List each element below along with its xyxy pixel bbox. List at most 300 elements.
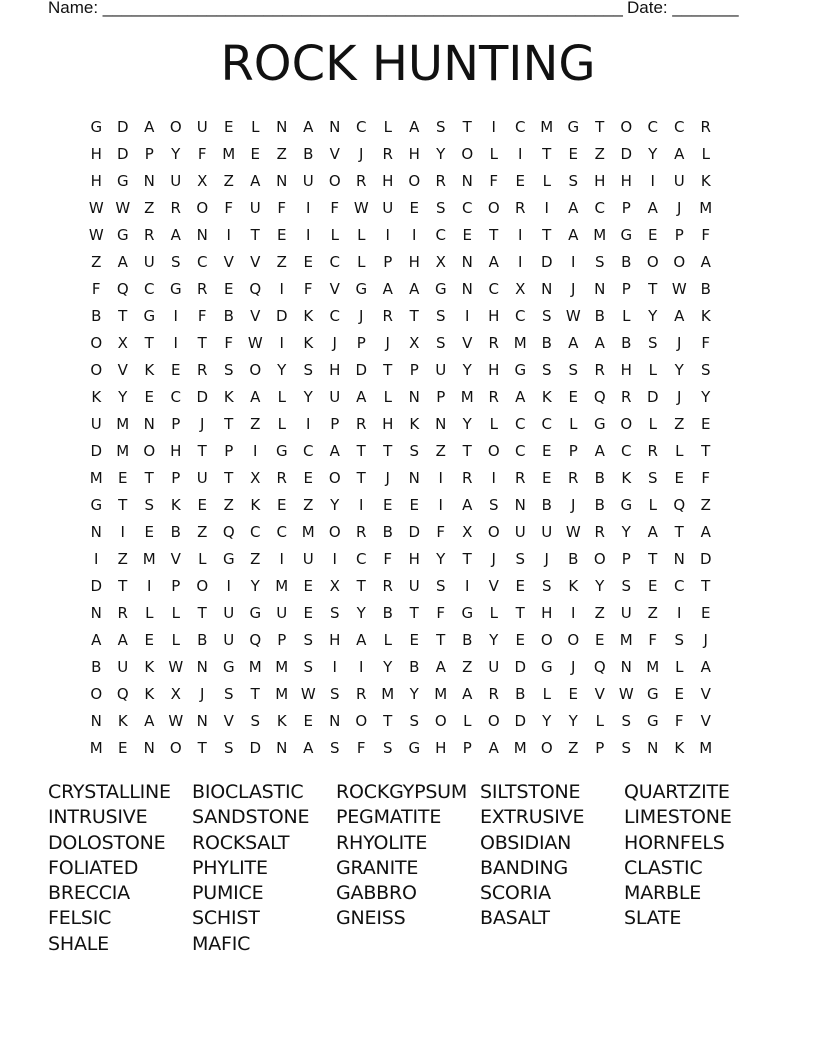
grid-letter: E bbox=[568, 684, 578, 703]
grid-letter: P bbox=[144, 144, 154, 163]
grid-letter: L bbox=[383, 117, 392, 136]
grid-letter: B bbox=[594, 495, 605, 514]
grid-letter: E bbox=[515, 630, 525, 649]
grid-letter: N bbox=[673, 549, 685, 568]
grid-letter: J bbox=[385, 333, 390, 352]
grid-letter: I bbox=[677, 603, 682, 622]
grid-letter: A bbox=[170, 225, 181, 244]
grid-letter: X bbox=[435, 252, 446, 271]
grid-letter: L bbox=[357, 225, 366, 244]
grid-letter: V bbox=[170, 549, 181, 568]
grid-letter: V bbox=[223, 711, 234, 730]
grid-letter: S bbox=[515, 549, 526, 568]
grid-letter: I bbox=[518, 144, 523, 163]
grid-letter: T bbox=[409, 603, 419, 622]
grid-letter: L bbox=[675, 657, 684, 676]
grid-letter: Y bbox=[621, 522, 631, 541]
grid-letter: R bbox=[568, 468, 579, 487]
grid-letter: S bbox=[674, 630, 685, 649]
grid-letter: Z bbox=[144, 198, 155, 217]
grid-letter: R bbox=[488, 333, 499, 352]
grid-letter: Y bbox=[118, 387, 128, 406]
grid-letter: W bbox=[168, 711, 184, 730]
grid-letter: L bbox=[277, 414, 286, 433]
grid-letter: H bbox=[620, 171, 632, 190]
grid-row bbox=[83, 437, 733, 464]
grid-letter: E bbox=[542, 441, 552, 460]
grid-letter: B bbox=[515, 684, 526, 703]
grid-letter: Z bbox=[91, 252, 102, 271]
grid-letter: K bbox=[303, 333, 314, 352]
grid-letter: K bbox=[250, 495, 261, 514]
grid-letter: O bbox=[487, 522, 500, 541]
grid-letter: D bbox=[90, 441, 103, 460]
grid-letter: A bbox=[356, 630, 367, 649]
word-bank-item: MARBLE bbox=[624, 882, 702, 905]
grid-letter: X bbox=[117, 333, 128, 352]
grid-letter: U bbox=[276, 603, 288, 622]
grid-letter: L bbox=[542, 684, 551, 703]
grid-letter: E bbox=[118, 738, 128, 757]
grid-letter: F bbox=[674, 711, 684, 730]
grid-letter: Y bbox=[542, 711, 552, 730]
grid-letter: J bbox=[332, 333, 337, 352]
grid-letter: T bbox=[648, 549, 658, 568]
grid-letter: R bbox=[382, 144, 393, 163]
grid-letter: N bbox=[90, 711, 102, 730]
word-bank-item: HORNFELS bbox=[624, 831, 725, 854]
grid-letter: P bbox=[674, 225, 684, 244]
page-title: ROCK HUNTING bbox=[220, 36, 596, 92]
grid-row bbox=[83, 734, 733, 761]
grid-letter: Q bbox=[593, 387, 606, 406]
grid-letter: Y bbox=[436, 549, 446, 568]
grid-letter: N bbox=[461, 171, 473, 190]
grid-letter: S bbox=[435, 198, 446, 217]
grid-letter: C bbox=[356, 549, 367, 568]
grid-letter: Y bbox=[436, 144, 446, 163]
grid-letter: T bbox=[674, 522, 684, 541]
grid-letter: O bbox=[90, 333, 103, 352]
grid-letter: W bbox=[618, 684, 634, 703]
grid-letter: A bbox=[91, 630, 102, 649]
grid-letter: T bbox=[118, 306, 128, 325]
grid-letter: N bbox=[408, 468, 420, 487]
grid-letter: T bbox=[542, 225, 552, 244]
grid-letter: T bbox=[409, 306, 419, 325]
grid-letter: F bbox=[648, 630, 658, 649]
grid-letter: Z bbox=[117, 549, 128, 568]
grid-letter: P bbox=[595, 738, 605, 757]
grid-letter: K bbox=[117, 711, 128, 730]
grid-letter: L bbox=[330, 225, 339, 244]
grid-letter: L bbox=[145, 603, 154, 622]
word-bank-item: PHYLITE bbox=[192, 856, 268, 879]
grid-letter: O bbox=[169, 738, 182, 757]
grid-letter: T bbox=[118, 495, 128, 514]
grid-letter: A bbox=[409, 279, 420, 298]
grid-letter: R bbox=[197, 360, 208, 379]
grid-letter: L bbox=[357, 252, 366, 271]
date-field-line: Date: _______ bbox=[627, 0, 739, 17]
grid-letter: B bbox=[170, 522, 181, 541]
grid-letter: S bbox=[382, 738, 393, 757]
grid-letter: I bbox=[279, 279, 284, 298]
grid-letter: A bbox=[435, 657, 446, 676]
grid-letter: T bbox=[144, 468, 154, 487]
grid-letter: R bbox=[621, 387, 632, 406]
grid-letter: E bbox=[303, 603, 313, 622]
grid-letter: T bbox=[250, 225, 260, 244]
grid-letter: E bbox=[701, 603, 711, 622]
grid-letter: T bbox=[197, 603, 207, 622]
grid-letter: G bbox=[249, 603, 262, 622]
grid-letter: U bbox=[302, 171, 314, 190]
grid-letter: O bbox=[673, 252, 686, 271]
grid-letter: S bbox=[568, 360, 579, 379]
grid-letter: O bbox=[328, 522, 341, 541]
grid-letter: M bbox=[460, 387, 474, 406]
grid-letter: A bbox=[462, 684, 473, 703]
word-bank-item: FELSIC bbox=[48, 907, 112, 930]
grid-letter: N bbox=[461, 252, 473, 271]
grid-letter: P bbox=[383, 252, 393, 271]
grid-letter: J bbox=[677, 198, 682, 217]
grid-letter: F bbox=[701, 333, 711, 352]
grid-letter: T bbox=[383, 441, 393, 460]
grid-letter: S bbox=[170, 252, 181, 271]
grid-letter: C bbox=[250, 522, 261, 541]
grid-letter: P bbox=[621, 549, 631, 568]
grid-letter: I bbox=[438, 468, 443, 487]
grid-letter: I bbox=[412, 225, 417, 244]
grid-letter: M bbox=[646, 657, 660, 676]
grid-letter: V bbox=[329, 144, 340, 163]
grid-letter: T bbox=[542, 144, 552, 163]
grid-letter: N bbox=[276, 117, 288, 136]
grid-letter: K bbox=[568, 576, 579, 595]
grid-letter: C bbox=[356, 117, 367, 136]
grid-letter: I bbox=[465, 576, 470, 595]
grid-letter: R bbox=[356, 522, 367, 541]
grid-letter: X bbox=[170, 684, 181, 703]
grid-letter: L bbox=[648, 414, 657, 433]
grid-letter: V bbox=[594, 684, 605, 703]
grid-letter: N bbox=[620, 657, 632, 676]
grid-letter: G bbox=[90, 117, 103, 136]
grid-letter: F bbox=[436, 522, 446, 541]
grid-letter: R bbox=[515, 198, 526, 217]
grid-letter: A bbox=[647, 198, 658, 217]
grid-letter: O bbox=[540, 738, 553, 757]
grid-letter: T bbox=[515, 603, 525, 622]
grid-letter: L bbox=[489, 144, 498, 163]
grid-letter: B bbox=[621, 252, 632, 271]
grid-letter: P bbox=[171, 576, 181, 595]
grid-letter: C bbox=[515, 306, 526, 325]
grid-letter: T bbox=[595, 117, 605, 136]
grid-row bbox=[83, 599, 733, 626]
grid-row bbox=[83, 464, 733, 491]
grid-letter: Y bbox=[568, 711, 578, 730]
grid-letter: R bbox=[117, 603, 128, 622]
grid-letter: A bbox=[303, 738, 314, 757]
grid-letter: L bbox=[251, 117, 260, 136]
grid-letter: H bbox=[382, 414, 394, 433]
word-bank-item: CRYSTALLINE bbox=[48, 781, 171, 803]
grid-letter: O bbox=[169, 117, 182, 136]
grid-letter: I bbox=[147, 576, 152, 595]
grid-letter: L bbox=[595, 711, 604, 730]
grid-letter: S bbox=[647, 468, 658, 487]
grid-letter: Q bbox=[673, 495, 686, 514]
grid-letter: S bbox=[223, 684, 234, 703]
grid-letter: I bbox=[226, 225, 231, 244]
grid-letter: R bbox=[197, 279, 208, 298]
grid-letter: C bbox=[435, 225, 446, 244]
grid-letter: P bbox=[436, 387, 446, 406]
grid-letter: T bbox=[489, 225, 499, 244]
grid-letter: Q bbox=[116, 279, 129, 298]
grid-letter: E bbox=[409, 495, 419, 514]
grid-letter: A bbox=[488, 252, 499, 271]
grid-letter: F bbox=[91, 279, 101, 298]
grid-row bbox=[83, 113, 733, 140]
grid-letter: K bbox=[170, 495, 181, 514]
grid-letter: F bbox=[356, 738, 366, 757]
grid-letter: Q bbox=[116, 684, 129, 703]
grid-letter: J bbox=[571, 495, 576, 514]
grid-letter: M bbox=[540, 117, 554, 136]
grid-letter: M bbox=[275, 657, 289, 676]
grid-letter: E bbox=[224, 279, 234, 298]
grid-letter: E bbox=[197, 495, 207, 514]
grid-letter: I bbox=[120, 522, 125, 541]
grid-letter: C bbox=[197, 252, 208, 271]
grid-letter: I bbox=[359, 495, 364, 514]
grid-letter: E bbox=[409, 630, 419, 649]
grid-letter: S bbox=[621, 738, 632, 757]
grid-letter: T bbox=[383, 711, 393, 730]
grid-letter: Y bbox=[171, 144, 181, 163]
grid-letter: H bbox=[329, 630, 341, 649]
word-bank-item: PEGMATITE bbox=[336, 806, 442, 829]
grid-letter: E bbox=[674, 468, 684, 487]
grid-row bbox=[83, 302, 733, 329]
grid-row bbox=[83, 626, 733, 653]
grid-letter: M bbox=[248, 657, 262, 676]
grid-letter: J bbox=[703, 630, 708, 649]
grid-letter: B bbox=[91, 306, 102, 325]
grid-letter: H bbox=[488, 360, 500, 379]
grid-letter: S bbox=[329, 603, 340, 622]
grid-row bbox=[83, 545, 733, 572]
grid-letter: N bbox=[143, 171, 155, 190]
grid-letter: D bbox=[514, 657, 527, 676]
grid-letter: L bbox=[171, 603, 180, 622]
grid-letter: G bbox=[540, 657, 553, 676]
grid-letter: A bbox=[144, 711, 155, 730]
grid-letter: E bbox=[144, 387, 154, 406]
grid-letter: W bbox=[88, 198, 104, 217]
grid-letter: W bbox=[353, 198, 369, 217]
grid-letter: B bbox=[197, 630, 208, 649]
grid-letter: X bbox=[409, 333, 420, 352]
grid-letter: T bbox=[462, 441, 472, 460]
grid-letter: C bbox=[276, 522, 287, 541]
grid-letter: W bbox=[565, 522, 581, 541]
grid-letter: O bbox=[196, 198, 209, 217]
grid-letter: N bbox=[541, 279, 553, 298]
grid-letter: R bbox=[435, 171, 446, 190]
grid-letter: F bbox=[197, 144, 207, 163]
word-bank-item: QUARTZITE bbox=[624, 781, 730, 803]
grid-letter: T bbox=[356, 441, 366, 460]
grid-letter: C bbox=[170, 387, 181, 406]
word-bank-item: GABBRO bbox=[336, 882, 417, 905]
grid-letter: W bbox=[247, 333, 263, 352]
grid-letter: P bbox=[409, 360, 419, 379]
word-bank-item: LIMESTONE bbox=[624, 806, 732, 829]
grid-letter: V bbox=[329, 279, 340, 298]
grid-letter: N bbox=[196, 225, 208, 244]
grid-letter: E bbox=[568, 144, 578, 163]
word-bank-item: SCHIST bbox=[192, 907, 260, 930]
grid-letter: I bbox=[279, 333, 284, 352]
grid-letter: H bbox=[329, 360, 341, 379]
grid-letter: I bbox=[650, 171, 655, 190]
grid-letter: L bbox=[383, 630, 392, 649]
grid-letter: R bbox=[276, 468, 287, 487]
grid-letter: F bbox=[701, 468, 711, 487]
grid-letter: D bbox=[116, 144, 129, 163]
grid-letter: A bbox=[144, 117, 155, 136]
grid-letter: S bbox=[223, 360, 234, 379]
word-bank-item: ROCKSALT bbox=[192, 831, 290, 854]
grid-letter: T bbox=[197, 738, 207, 757]
grid-letter: G bbox=[646, 711, 659, 730]
grid-letter: O bbox=[434, 711, 447, 730]
grid-letter: B bbox=[700, 279, 711, 298]
grid-letter: Z bbox=[435, 441, 446, 460]
grid-letter: V bbox=[250, 306, 261, 325]
grid-letter: K bbox=[144, 657, 155, 676]
name-field-line: Name: _______________________________________________________ bbox=[48, 0, 623, 17]
grid-letter: O bbox=[90, 360, 103, 379]
grid-letter: F bbox=[383, 549, 393, 568]
grid-letter: E bbox=[542, 468, 552, 487]
grid-letter: M bbox=[275, 576, 289, 595]
grid-letter: T bbox=[197, 441, 207, 460]
grid-letter: U bbox=[90, 414, 102, 433]
grid-letter: V bbox=[250, 252, 261, 271]
grid-letter: F bbox=[197, 306, 207, 325]
grid-letter: C bbox=[144, 279, 155, 298]
grid-letter: T bbox=[701, 576, 711, 595]
grid-letter: Q bbox=[222, 522, 235, 541]
grid-letter: T bbox=[462, 549, 472, 568]
grid-letter: M bbox=[434, 684, 448, 703]
grid-letter: W bbox=[115, 198, 131, 217]
grid-letter: T bbox=[383, 360, 393, 379]
grid-letter: K bbox=[700, 171, 711, 190]
grid-letter: S bbox=[329, 684, 340, 703]
grid-letter: E bbox=[701, 414, 711, 433]
grid-letter: Z bbox=[223, 495, 234, 514]
grid-letter: Y bbox=[303, 387, 313, 406]
grid-letter: P bbox=[621, 198, 631, 217]
grid-letter: T bbox=[356, 576, 366, 595]
grid-letter: C bbox=[462, 198, 473, 217]
grid-letter: O bbox=[620, 414, 633, 433]
grid-letter: G bbox=[222, 549, 235, 568]
grid-letter: L bbox=[171, 630, 180, 649]
grid-letter: R bbox=[700, 117, 711, 136]
grid-letter: A bbox=[568, 225, 579, 244]
grid-letter: U bbox=[620, 603, 632, 622]
grid-letter: H bbox=[382, 171, 394, 190]
word-bank-item: SCORIA bbox=[480, 882, 551, 905]
grid-letter: I bbox=[359, 657, 364, 676]
grid-letter: B bbox=[91, 657, 102, 676]
grid-letter: Y bbox=[250, 576, 260, 595]
grid-letter: A bbox=[250, 171, 261, 190]
grid-letter: Z bbox=[250, 549, 261, 568]
grid-letter: A bbox=[329, 441, 340, 460]
grid-letter: T bbox=[224, 414, 234, 433]
grid-letter: S bbox=[541, 306, 552, 325]
grid-letter: R bbox=[356, 684, 367, 703]
grid-letter: G bbox=[593, 414, 606, 433]
grid-letter: P bbox=[462, 738, 472, 757]
grid-letter: K bbox=[223, 387, 234, 406]
grid-letter: B bbox=[303, 144, 314, 163]
grid-letter: A bbox=[594, 333, 605, 352]
grid-letter: F bbox=[330, 198, 340, 217]
grid-row bbox=[83, 491, 733, 518]
grid-letter: F bbox=[489, 171, 499, 190]
grid-letter: L bbox=[198, 549, 207, 568]
grid-letter: S bbox=[303, 657, 314, 676]
grid-letter: E bbox=[277, 225, 287, 244]
grid-letter: F bbox=[436, 603, 446, 622]
grid-letter: H bbox=[90, 144, 102, 163]
grid-letter: O bbox=[567, 630, 580, 649]
word-bank-item: INTRUSIVE bbox=[48, 806, 148, 829]
grid-letter: X bbox=[329, 576, 340, 595]
grid-letter: H bbox=[90, 171, 102, 190]
grid-letter: R bbox=[144, 225, 155, 244]
grid-letter: K bbox=[91, 387, 102, 406]
grid-letter: P bbox=[171, 414, 181, 433]
grid-letter: Y bbox=[489, 630, 499, 649]
grid-letter: I bbox=[571, 252, 576, 271]
grid-letter: S bbox=[409, 441, 420, 460]
grid-letter: J bbox=[359, 306, 364, 325]
grid-letter: R bbox=[488, 387, 499, 406]
grid-row bbox=[83, 410, 733, 437]
grid-letter: H bbox=[541, 603, 553, 622]
grid-letter: U bbox=[117, 657, 129, 676]
grid-letter: Z bbox=[303, 495, 314, 514]
grid-letter: G bbox=[143, 306, 156, 325]
grid-letter: Z bbox=[223, 171, 234, 190]
grid-letter: M bbox=[116, 414, 130, 433]
grid-letter: Z bbox=[647, 603, 658, 622]
grid-letter: O bbox=[540, 630, 553, 649]
grid-letter: E bbox=[303, 252, 313, 271]
grid-letter: P bbox=[568, 441, 578, 460]
